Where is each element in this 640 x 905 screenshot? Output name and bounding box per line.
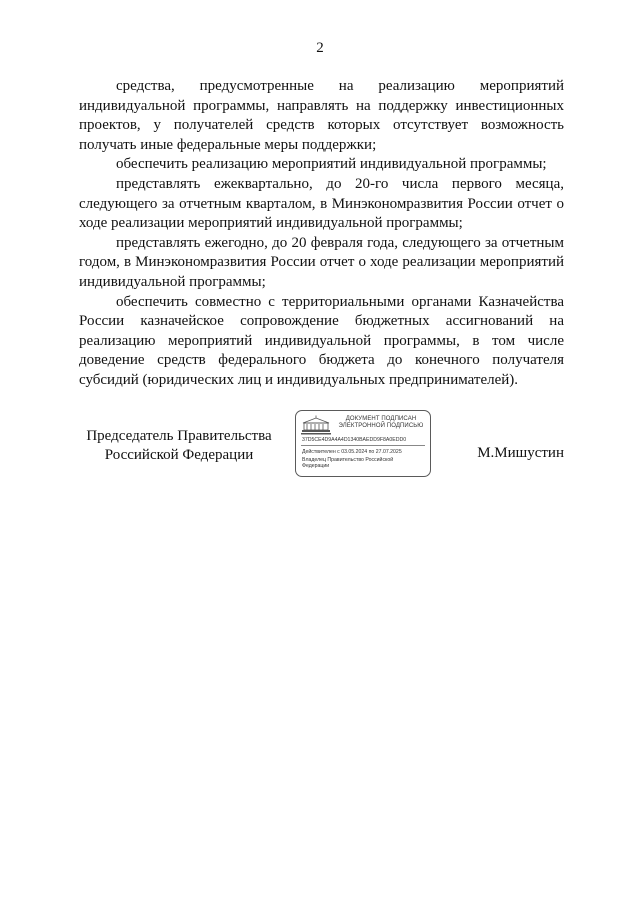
stamp-owner [302, 457, 426, 469]
stamp-owner-line2: Федерации [302, 463, 330, 469]
paragraph-treasury-support: обеспечить совместно с территориальными органами Казначейства России казначейское сопровождение бюджетных ассигнований на реализацию мероприятий индивидуальной программы, в том числе доведение средств федерального бюджета до конечного получателя субсидий (юридических лиц и индивидуальных предпринимателей). [79, 293, 564, 388]
paragraph-funds-direction: средства, предусмотренные на реализацию мероприятий индивидуальной программы, направлять на поддержку инвестиционных проектов, у получателей средств которых отсутствует возможность получать иные федеральные меры поддержки; [79, 78, 564, 153]
stamp-divider [301, 445, 425, 446]
paragraph-quarterly-report: представлять ежеквартально, до 20-го числа первого месяца, следующего за отчетным кварталом, в Минэкономразвития России отчет о ходе реализации мероприятий индивидуальной программы; [79, 175, 564, 232]
signer-name: М.Мишустин [477, 445, 564, 461]
paragraph-ensure-implementation: обеспечить реализацию мероприятий индивидуальной программы; [116, 156, 547, 173]
document-body [79, 77, 564, 391]
government-building-icon [301, 415, 331, 435]
page-number: 2 [316, 40, 324, 56]
stamp-title-line2: ЭЛЕКТРОННОЙ ПОДПИСЬЮ [338, 423, 424, 429]
electronic-signature-stamp [295, 410, 431, 477]
paragraph-annual-report: представлять ежегодно, до 20 февраля года, следующего за отчетным годом, в Минэкономразвития России отчет о ходе реализации мероприятий индивидуальной программы; [79, 234, 564, 290]
stamp-title-line1: ДОКУМЕНТ ПОДПИСАН [345, 416, 417, 422]
stamp-owner-line1: Владелец Правительство Российской [302, 457, 394, 463]
signer-position [79, 427, 279, 465]
stamp-validity-period: Действителен с 03.05.2024 по 27.07.2025 [302, 449, 402, 455]
signature-block [79, 410, 564, 480]
stamp-certificate-serial: 37D5CE4D9A4A4D1340BAEDD9F8A0EDD0 [302, 437, 407, 443]
signer-position-line2: Российской Федерации [104, 447, 254, 463]
stamp-title [334, 416, 428, 430]
signer-position-line1: Председатель Правительства [86, 428, 272, 444]
